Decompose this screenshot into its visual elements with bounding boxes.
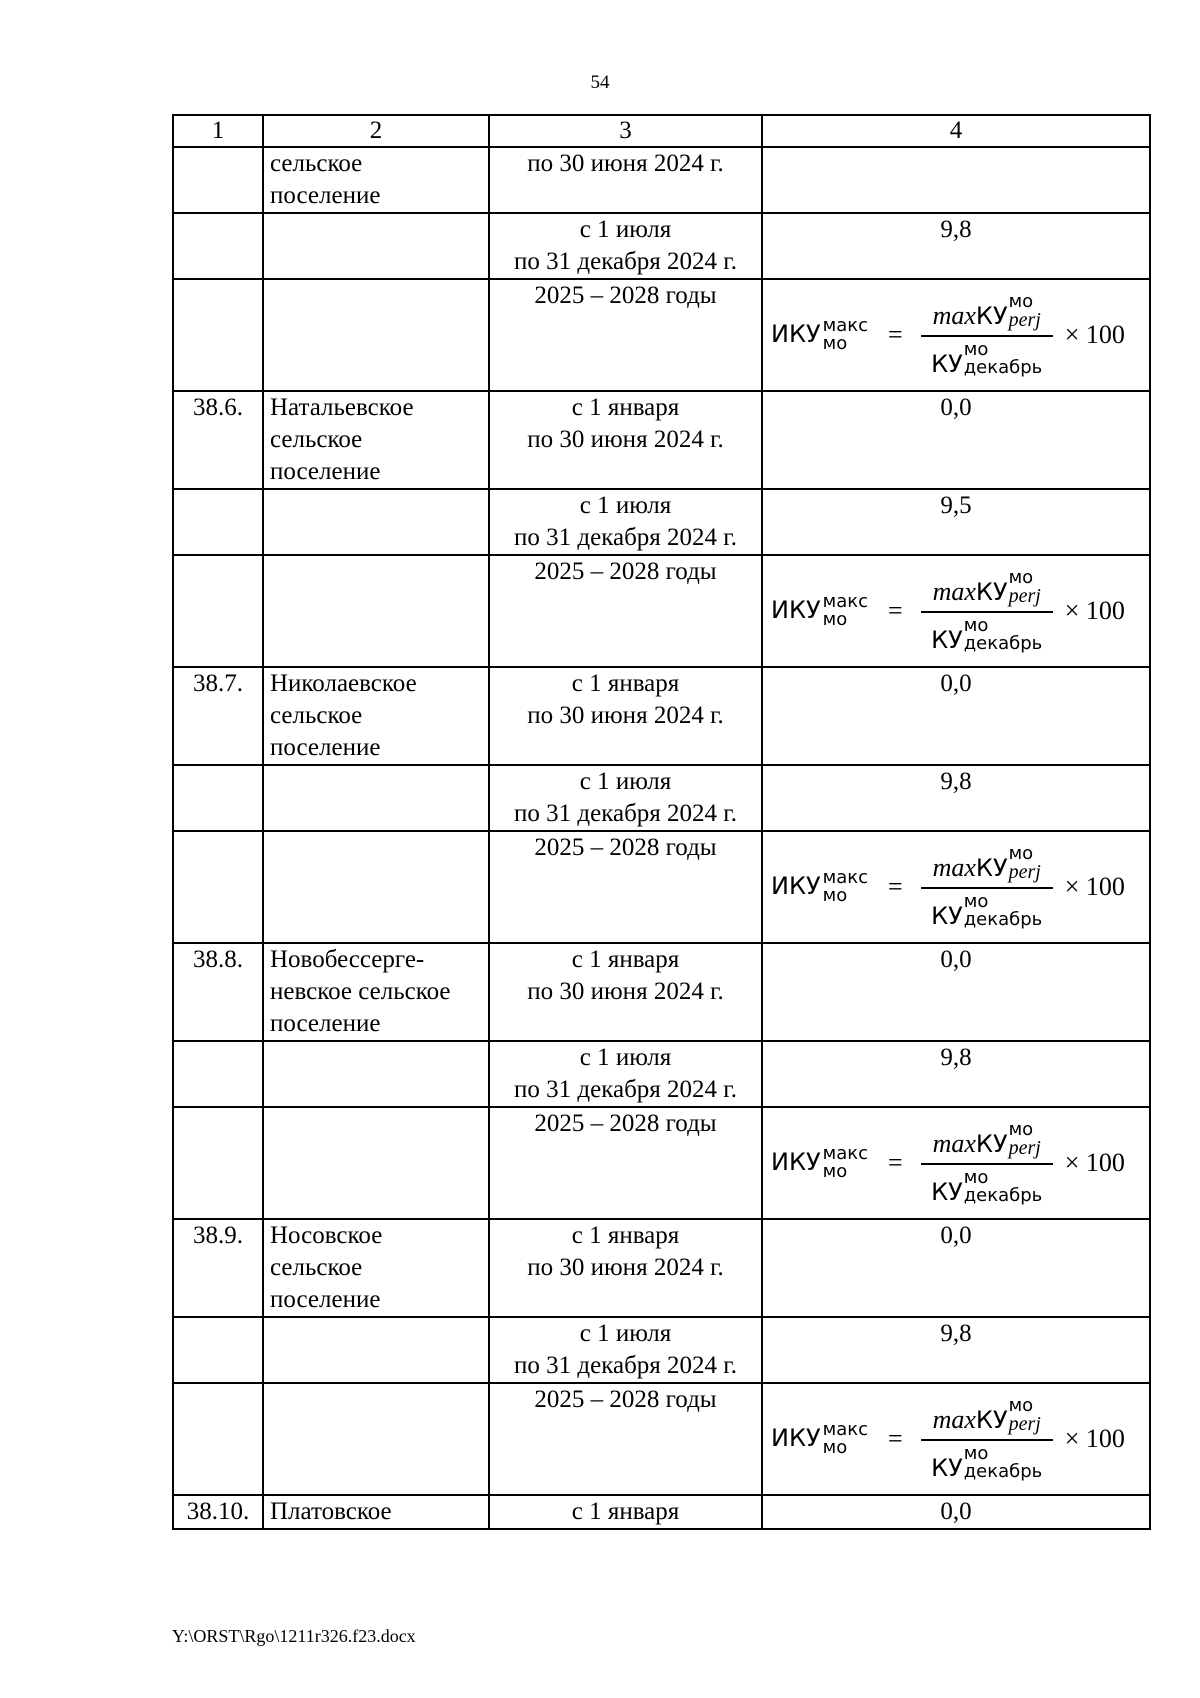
- settlement-name: [263, 831, 489, 943]
- index-value: [762, 147, 1150, 213]
- index-value: 9,8: [762, 765, 1150, 831]
- formula-fraction: max КУ мо perj КУ мо декабрь: [921, 293, 1053, 377]
- row-number: [173, 279, 263, 391]
- header-col-1: 1: [173, 115, 263, 147]
- header-row: [173, 115, 1150, 147]
- index-value: 0,0: [762, 1495, 1150, 1529]
- formula-fraction: max КУ мо perj КУ мо декабрь: [921, 845, 1053, 929]
- period: с 1 января: [489, 1495, 762, 1529]
- period: с 1 января по 30 июня 2024 г.: [489, 1219, 762, 1317]
- index-value: [762, 1107, 1150, 1219]
- table-row: [173, 555, 1150, 667]
- settlement-name: [263, 1041, 489, 1107]
- period: 2025 – 2028 годы: [489, 1107, 762, 1219]
- row-number: [173, 1041, 263, 1107]
- index-formula: ИКУ макс мо = max КУ мо perj КУ мо декабрь × 100: [771, 567, 1125, 654]
- period: с 1 января по 30 июня 2024 г.: [489, 943, 762, 1041]
- header-col-2: 2: [263, 115, 489, 147]
- row-number: 38.7.: [173, 667, 263, 765]
- period: с 1 июля по 31 декабря 2024 г.: [489, 489, 762, 555]
- settlement-name: сельское поселение: [263, 147, 489, 213]
- index-formula: ИКУ макс мо = max КУ мо perj КУ мо декабрь × 100: [771, 1395, 1125, 1482]
- table-row: [173, 1317, 1150, 1383]
- index-formula: ИКУ макс мо = max КУ мо perj КУ мо декабрь × 100: [771, 1119, 1125, 1206]
- row-number: 38.10.: [173, 1495, 263, 1529]
- index-value: 9,5: [762, 489, 1150, 555]
- table-row: [173, 1219, 1150, 1317]
- settlement-name: Новобессерге- невское сельское поселение: [263, 943, 489, 1041]
- settlement-name: [263, 555, 489, 667]
- period: с 1 июля по 31 декабря 2024 г.: [489, 1041, 762, 1107]
- row-number: [173, 213, 263, 279]
- row-number: 38.6.: [173, 391, 263, 489]
- table-row: [173, 279, 1150, 391]
- header-col-4: 4: [762, 115, 1150, 147]
- row-number: [173, 765, 263, 831]
- period: с 1 января по 30 июня 2024 г.: [489, 391, 762, 489]
- index-formula: ИКУ макс мо = max КУ мо perj КУ мо декабрь × 100: [771, 291, 1125, 378]
- table-row: [173, 147, 1150, 213]
- period: с 1 января по 30 июня 2024 г.: [489, 667, 762, 765]
- formula-lhs: ИКУ макс мо: [771, 315, 869, 354]
- settlement-name: [263, 279, 489, 391]
- settlement-name: [263, 1383, 489, 1495]
- row-number: [173, 489, 263, 555]
- index-value: 0,0: [762, 391, 1150, 489]
- settlement-name: Носовское сельское поселение: [263, 1219, 489, 1317]
- header-col-3: 3: [489, 115, 762, 147]
- period: с 1 июля по 31 декабря 2024 г.: [489, 1317, 762, 1383]
- row-number: [173, 831, 263, 943]
- formula-lhs: ИКУ макс мо: [771, 591, 869, 630]
- table-row: [173, 489, 1150, 555]
- index-value: 0,0: [762, 667, 1150, 765]
- formula-fraction: max КУ мо perj КУ мо декабрь: [921, 569, 1053, 653]
- formula-lhs: ИКУ макс мо: [771, 867, 869, 906]
- period: 2025 – 2028 годы: [489, 831, 762, 943]
- settlement-name: [263, 1317, 489, 1383]
- index-value: [762, 1383, 1150, 1495]
- table-row: [173, 213, 1150, 279]
- formula-fraction: max КУ мо perj КУ мо декабрь: [921, 1121, 1053, 1205]
- page-number: 54: [590, 72, 610, 93]
- table-row: [173, 765, 1150, 831]
- settlement-name: [263, 213, 489, 279]
- table-row: [173, 1041, 1150, 1107]
- index-value: 9,8: [762, 213, 1150, 279]
- row-number: [173, 1317, 263, 1383]
- formula-lhs: ИКУ макс мо: [771, 1419, 869, 1458]
- table-row: [173, 831, 1150, 943]
- row-number: 38.9.: [173, 1219, 263, 1317]
- index-formula: ИКУ макс мо = max КУ мо perj КУ мо декабрь × 100: [771, 843, 1125, 930]
- index-value: 9,8: [762, 1041, 1150, 1107]
- settlement-name: Натальевское сельское поселение: [263, 391, 489, 489]
- table-row: [173, 1495, 1150, 1529]
- period: 2025 – 2028 годы: [489, 279, 762, 391]
- formula-lhs: ИКУ макс мо: [771, 1143, 869, 1182]
- file-path-footer: Y:\ORST\Rgo\1211r326.f23.docx: [172, 1626, 416, 1646]
- index-value: 0,0: [762, 943, 1150, 1041]
- row-number: [173, 1383, 263, 1495]
- index-value: 9,8: [762, 1317, 1150, 1383]
- settlement-name: Николаевское сельское поселение: [263, 667, 489, 765]
- index-value: [762, 279, 1150, 391]
- table-row: [173, 391, 1150, 489]
- period: по 30 июня 2024 г.: [489, 147, 762, 213]
- row-number: [173, 555, 263, 667]
- settlement-name: [263, 765, 489, 831]
- row-number: [173, 147, 263, 213]
- index-value: [762, 831, 1150, 943]
- settlement-name: [263, 1107, 489, 1219]
- row-number: [173, 1107, 263, 1219]
- period: 2025 – 2028 годы: [489, 555, 762, 667]
- period: с 1 июля по 31 декабря 2024 г.: [489, 213, 762, 279]
- formula-fraction: max КУ мо perj КУ мо декабрь: [921, 1397, 1053, 1481]
- index-value: 0,0: [762, 1219, 1150, 1317]
- tariff-table: [172, 114, 1151, 1530]
- period: с 1 июля по 31 декабря 2024 г.: [489, 765, 762, 831]
- settlement-name: [263, 489, 489, 555]
- index-value: [762, 555, 1150, 667]
- settlement-name: Платовское: [263, 1495, 489, 1529]
- row-number: 38.8.: [173, 943, 263, 1041]
- table-row: [173, 1383, 1150, 1495]
- table-row: [173, 943, 1150, 1041]
- period: 2025 – 2028 годы: [489, 1383, 762, 1495]
- table-row: [173, 1107, 1150, 1219]
- table-row: [173, 667, 1150, 765]
